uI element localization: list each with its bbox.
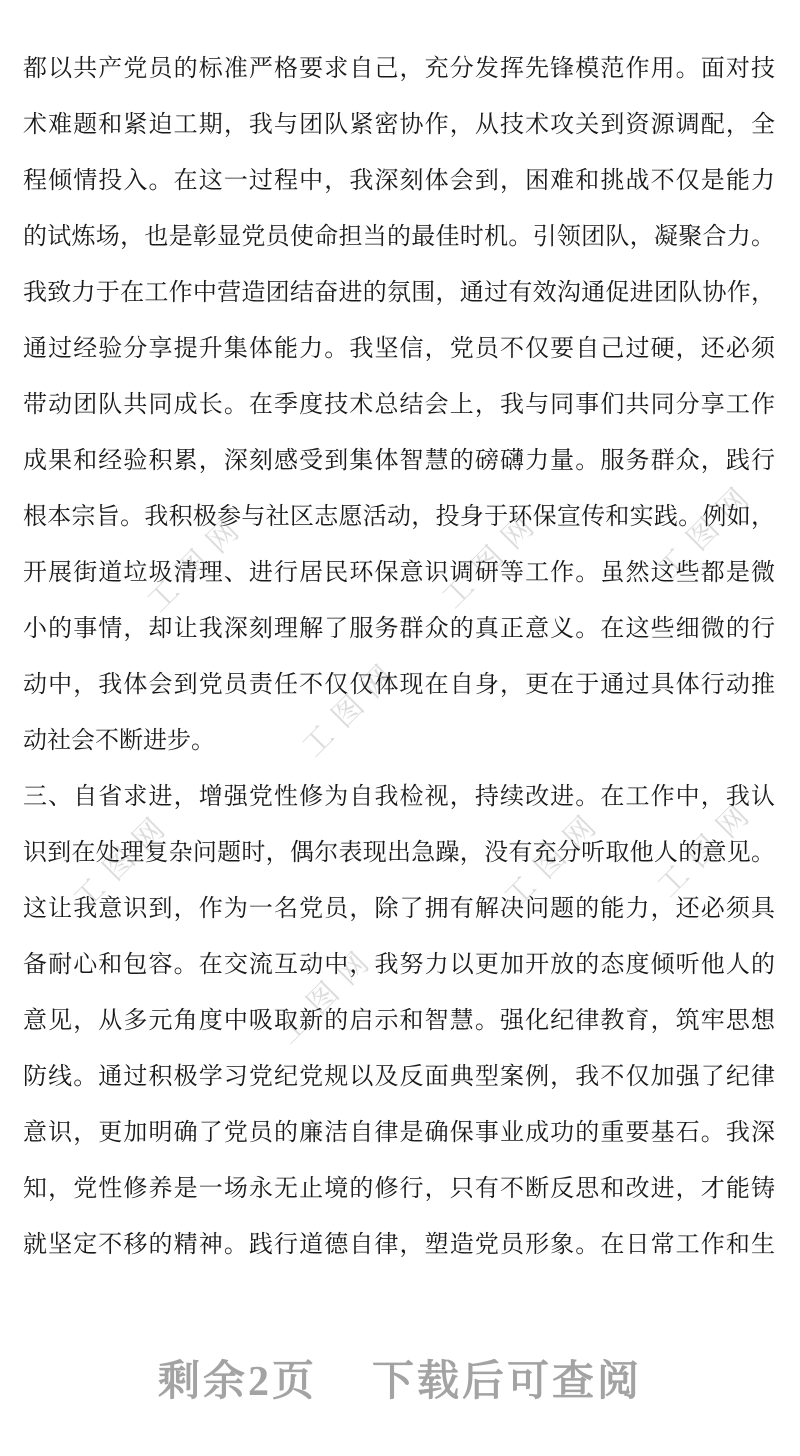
text-line: 意见，从多元角度中吸取新的启示和智慧。强化纪律教育，筑牢思想 — [23, 1008, 775, 1034]
site-watermark: 工图网 — [498, 802, 611, 915]
text-line: 动中，我体会到党员责任不仅仅体现在自身，更在于通过具体行动推 — [23, 672, 775, 698]
text-line: 的试炼场，也是彰显党员使命担当的最佳时机。引领团队，凝聚合力。 — [23, 224, 775, 250]
footer-note — [0, 1348, 800, 1408]
text-line: 小的事情，却让我深刻理解了服务群众的真正意义。在这些细微的行 — [23, 616, 775, 642]
site-watermark: 工图网 — [651, 474, 764, 587]
text-line: 带动团队共同成长。在季度技术总结会上，我与同事们共同分享工作 — [23, 392, 775, 418]
text-line: 三、自省求进，增强党性修为自我检视，持续改进。在工作中，我认 — [23, 784, 775, 810]
text-line: 就坚定不移的精神。践行道德自律，塑造党员形象。在日常工作和生 — [23, 1232, 775, 1258]
site-watermark: 工图网 — [271, 938, 384, 1051]
download-hint-label: 下载后可查阅 — [372, 1359, 643, 1405]
site-watermark: 工图网 — [296, 651, 409, 764]
text-line: 术难题和紧迫工期，我与团队紧密协作，从技术攻关到资源调配，全 — [23, 112, 775, 138]
text-line: 开展街道垃圾清理、进行居民环保意识调研等工作。虽然这些都是微 — [23, 560, 775, 586]
document-text — [23, 41, 775, 1273]
text-line: 动社会不断进步。 — [23, 728, 215, 754]
text-line: 识到在处理复杂问题时，偶尔表现出急躁，没有充分听取他人的意见。 — [23, 840, 775, 866]
pages-remaining-label: 剩余2页 — [157, 1359, 317, 1405]
text-line: 通过经验分享提升集体能力。我坚信，党员不仅要自己过硬，还必须 — [23, 336, 775, 362]
site-watermark: 工图网 — [141, 506, 254, 619]
text-line: 程倾情投入。在这一过程中，我深刻体会到，困难和挑战不仅是能力 — [23, 168, 775, 194]
text-line: 防线。通过积极学习党纪党规以及反面典型案例，我不仅加强了纪律 — [23, 1064, 775, 1090]
site-watermark: 工图网 — [436, 502, 549, 615]
site-watermark: 工图网 — [67, 804, 180, 917]
text-line: 成果和经验积累，深刻感受到集体智慧的磅礴力量。服务群众，践行 — [23, 448, 775, 474]
text-line: 备耐心和包容。在交流互动中，我努力以更加开放的态度倾听他人的 — [23, 952, 775, 978]
site-watermark: 工图网 — [651, 791, 764, 904]
text-line: 这让我意识到，作为一名党员，除了拥有解决问题的能力，还必须具 — [23, 896, 775, 922]
text-line: 知，党性修养是一场永无止境的修行，只有不断反思和改进，才能铸 — [23, 1176, 775, 1202]
text-line: 我致力于在工作中营造团结奋进的氛围，通过有效沟通促进团队协作， — [23, 280, 775, 306]
text-line: 根本宗旨。我积极参与社区志愿活动，投身于环保宣传和实践。例如， — [23, 504, 775, 530]
text-line: 意识，更加明确了党员的廉洁自律是确保事业成功的重要基石。我深 — [23, 1120, 775, 1146]
text-line: 都以共产党员的标准严格要求自己，充分发挥先锋模范作用。面对技 — [23, 56, 775, 82]
